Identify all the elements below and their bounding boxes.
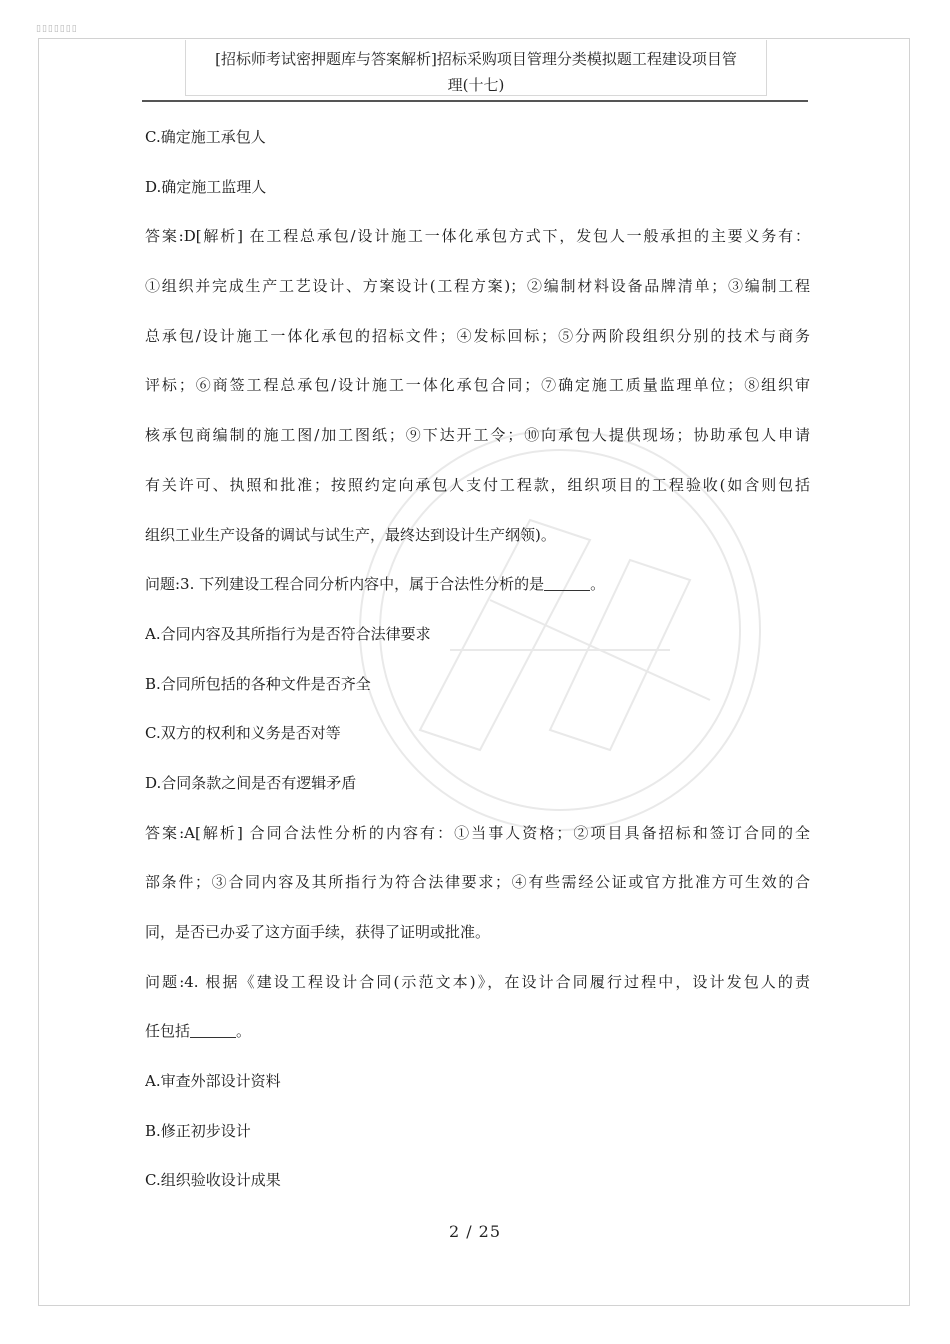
text-line-q2-answer-4: [145, 361, 810, 411]
page-title: [190, 46, 762, 98]
text-line-q2-answer-6: [145, 461, 810, 511]
text-line-q4-stem-2: [145, 1007, 810, 1057]
text-line-q3-option-d: [145, 759, 810, 809]
text-line-q2-answer-5: [145, 411, 810, 461]
text-line-suffix: 。: [236, 1022, 252, 1041]
text-line-suffix: 。: [590, 575, 606, 594]
corner-mark: ▯▯▯▯▯▯▯: [36, 24, 78, 34]
text-line-content: 问题:3. 下列建设工程合同分析内容中，属于合法性分析的是: [145, 575, 545, 594]
text-line-q3-answer-3: [145, 908, 810, 958]
text-line-q4-option-a: [145, 1057, 810, 1107]
text-line-content: 同，是否已办妥了这方面手续，获得了证明或批准。: [145, 923, 491, 941]
text-line-q3-option-b: [145, 660, 810, 710]
text-line-q3-option-c: [145, 709, 810, 759]
text-line-content: 答案:A[解析] 合同合法性分析的内容有：①当事人资格；②项目具备招标和签订合同的全: [145, 823, 810, 842]
text-line-content: 评标；⑥商签工程总承包/设计施工一体化承包合同；⑦确定施工质量监理单位；⑧组织审: [145, 376, 810, 395]
text-line-q3-stem: [145, 560, 810, 610]
text-line-content: C.双方的权利和义务是否对等: [145, 724, 341, 743]
text-line-content: C.确定施工承包人: [145, 128, 266, 146]
document-body: [145, 113, 810, 1206]
text-line-q4-stem-1: [145, 958, 810, 1008]
answer-blank: [544, 576, 590, 591]
page-title-line-1: [招标师考试密押题库与答案解析]招标采购项目管理分类模拟题工程建设项目管: [215, 50, 737, 68]
text-line-q2-option-d: [145, 163, 810, 213]
text-line-content: 核承包商编制的施工图/加工图纸；⑨下达开工令；⑩向承包人提供现场；协助承包人申请: [145, 426, 810, 445]
text-line-q2-answer-1: [145, 212, 810, 262]
text-line-q2-answer-3: [145, 312, 810, 362]
text-line-q4-option-c: [145, 1156, 810, 1206]
page-title-line-2: 理(十七): [447, 76, 505, 94]
text-line-q2-answer-7: [145, 511, 810, 561]
text-line-q2-option-c: [145, 113, 810, 163]
page-number: 2 / 25: [448, 1222, 502, 1241]
text-line-content: B.合同所包括的各种文件是否齐全: [145, 674, 371, 693]
text-line-content: 组织工业生产设备的调试与试生产，最终达到设计生产纲领)。: [145, 525, 556, 544]
header-rule: [142, 100, 808, 102]
text-line-content: ①组织并完成生产工艺设计、方案设计(工程方案)；②编制材料设备品牌清单；③编制工程: [145, 277, 810, 296]
text-line-content: 部条件；③合同内容及其所指行为符合法律要求；④有些需经公证或官方批准方可生效的合: [145, 873, 810, 892]
text-line-content: 问题:4. 根据《建设工程设计合同(示范文本)》，在设计合同履行过程中，设计发包人的责: [145, 972, 810, 991]
text-line-content: C.组织验收设计成果: [145, 1171, 281, 1190]
text-line-content: 总承包/设计施工一体化承包的招标文件；④发标回标；⑤分两阶段组织分别的技术与商务: [145, 326, 810, 345]
text-line-q3-option-a: [145, 610, 810, 660]
text-line-content: A.审查外部设计资料: [145, 1072, 281, 1091]
text-line-content: 有关许可、执照和批准；按照约定向承包人支付工程款，组织项目的工程验收(如含则包括: [145, 475, 810, 494]
text-line-content: B.修正初步设计: [145, 1121, 251, 1140]
text-line-q4-option-b: [145, 1107, 810, 1157]
text-line-q2-answer-2: [145, 262, 810, 312]
text-line-content: 任包括: [145, 1022, 191, 1041]
text-line-q3-answer-1: [145, 809, 810, 859]
answer-blank: [190, 1023, 236, 1038]
text-line-content: A.合同内容及其所指行为是否符合法律要求: [145, 624, 431, 643]
text-line-q3-answer-2: [145, 858, 810, 908]
text-line-content: D.合同条款之间是否有逻辑矛盾: [145, 773, 357, 792]
text-line-content: D.确定施工监理人: [145, 177, 267, 196]
text-line-content: 答案:D[解析] 在工程总承包/设计施工一体化承包方式下，发包人一般承担的主要义务有：: [145, 227, 810, 246]
